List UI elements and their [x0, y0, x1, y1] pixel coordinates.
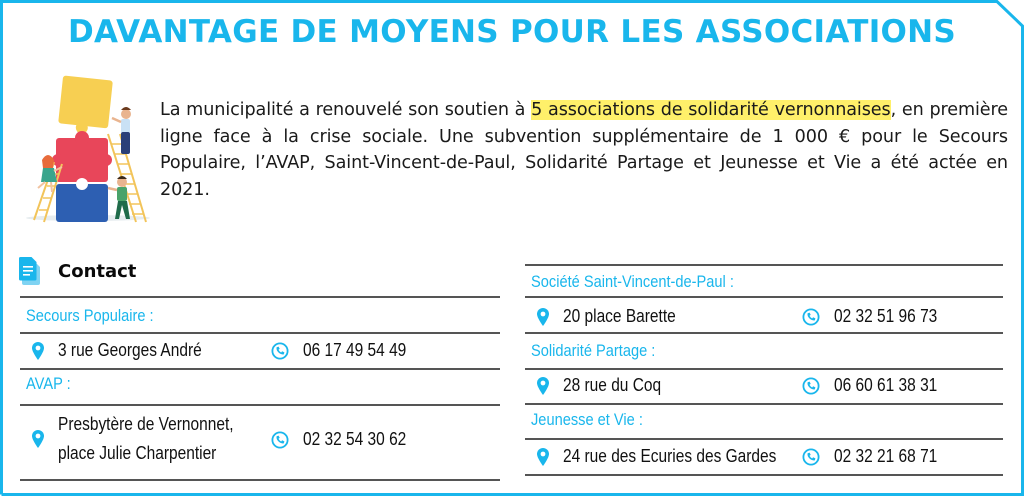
- address: [537, 374, 677, 397]
- puzzle-teamwork-illustration: [18, 72, 154, 224]
- phone-icon: [802, 448, 820, 466]
- map-pin-icon: [537, 308, 549, 326]
- divider: [525, 368, 1003, 370]
- address-line-1: Presbytère de Vernonnet,: [58, 414, 234, 434]
- association-name: Société Saint-Vincent-de-Paul :: [531, 272, 734, 291]
- phone-number: 02 32 51 96 73: [834, 306, 938, 326]
- intro-text-after: , en première ligne face à la crise sociale. Une subvention supplémentaire de 1 000 € pour le Secours Populaire, l’AVAP, Saint-Vincent-de-Paul, Solidarité Partage et Jeunesse et Vie a été actée en 2021.: [160, 100, 1009, 200]
- phone[interactable]: [802, 305, 954, 328]
- association-name: Jeunesse et Vie :: [531, 410, 643, 429]
- divider: [20, 479, 500, 481]
- address-text: [58, 413, 234, 465]
- phone-icon: [271, 431, 289, 449]
- phone-number: 02 32 21 68 71: [834, 446, 938, 466]
- divider: [20, 296, 500, 298]
- divider: [525, 264, 1003, 266]
- document-icon: [18, 257, 42, 285]
- divider: [20, 332, 500, 334]
- address: [32, 339, 225, 362]
- divider: [20, 404, 500, 406]
- address-text: 20 place Barette: [563, 306, 676, 326]
- address-text: 28 rue du Coq: [563, 375, 662, 395]
- phone-number: 06 17 49 54 49: [303, 340, 407, 360]
- divider: [20, 368, 500, 370]
- map-pin-icon: [537, 448, 549, 466]
- phone[interactable]: [802, 445, 954, 468]
- divider: [525, 332, 1003, 334]
- map-pin-icon: [32, 430, 44, 448]
- phone-number: 06 60 61 38 31: [834, 375, 938, 395]
- intro-paragraph: [160, 97, 1008, 203]
- map-pin-icon: [537, 377, 549, 395]
- divider: [525, 474, 1003, 476]
- highlighted-text: 5 associations de solidarité vernonnaises: [531, 100, 891, 120]
- intro-text-before: La municipalité a renouvelé son soutien à: [160, 100, 532, 120]
- divider: [525, 438, 1003, 440]
- association-name: AVAP :: [26, 374, 71, 393]
- contact-header: [18, 257, 136, 285]
- association-name: Solidarité Partage :: [531, 341, 656, 360]
- divider: [525, 403, 1003, 405]
- contact-title: Contact: [58, 260, 137, 282]
- map-pin-icon: [32, 342, 44, 360]
- address: [537, 305, 694, 328]
- page-title: DAVANTAGE DE MOYENS POUR LES ASSOCIATIONS: [67, 14, 957, 50]
- address: [32, 413, 262, 465]
- phone-number: 02 32 54 30 62: [303, 429, 407, 449]
- phone[interactable]: [271, 339, 423, 362]
- phone-icon: [271, 342, 289, 360]
- association-name: Secours Populaire :: [26, 306, 154, 325]
- phone[interactable]: [271, 428, 423, 451]
- address-text: 3 rue Georges André: [58, 340, 202, 360]
- phone-icon: [802, 308, 820, 326]
- phone[interactable]: [802, 374, 954, 397]
- phone-icon: [802, 377, 820, 395]
- address-line-2: place Julie Charpentier: [58, 443, 217, 463]
- address: [537, 445, 811, 468]
- divider: [525, 296, 1003, 298]
- address-text: 24 rue des Ecuries des Gardes: [563, 446, 777, 466]
